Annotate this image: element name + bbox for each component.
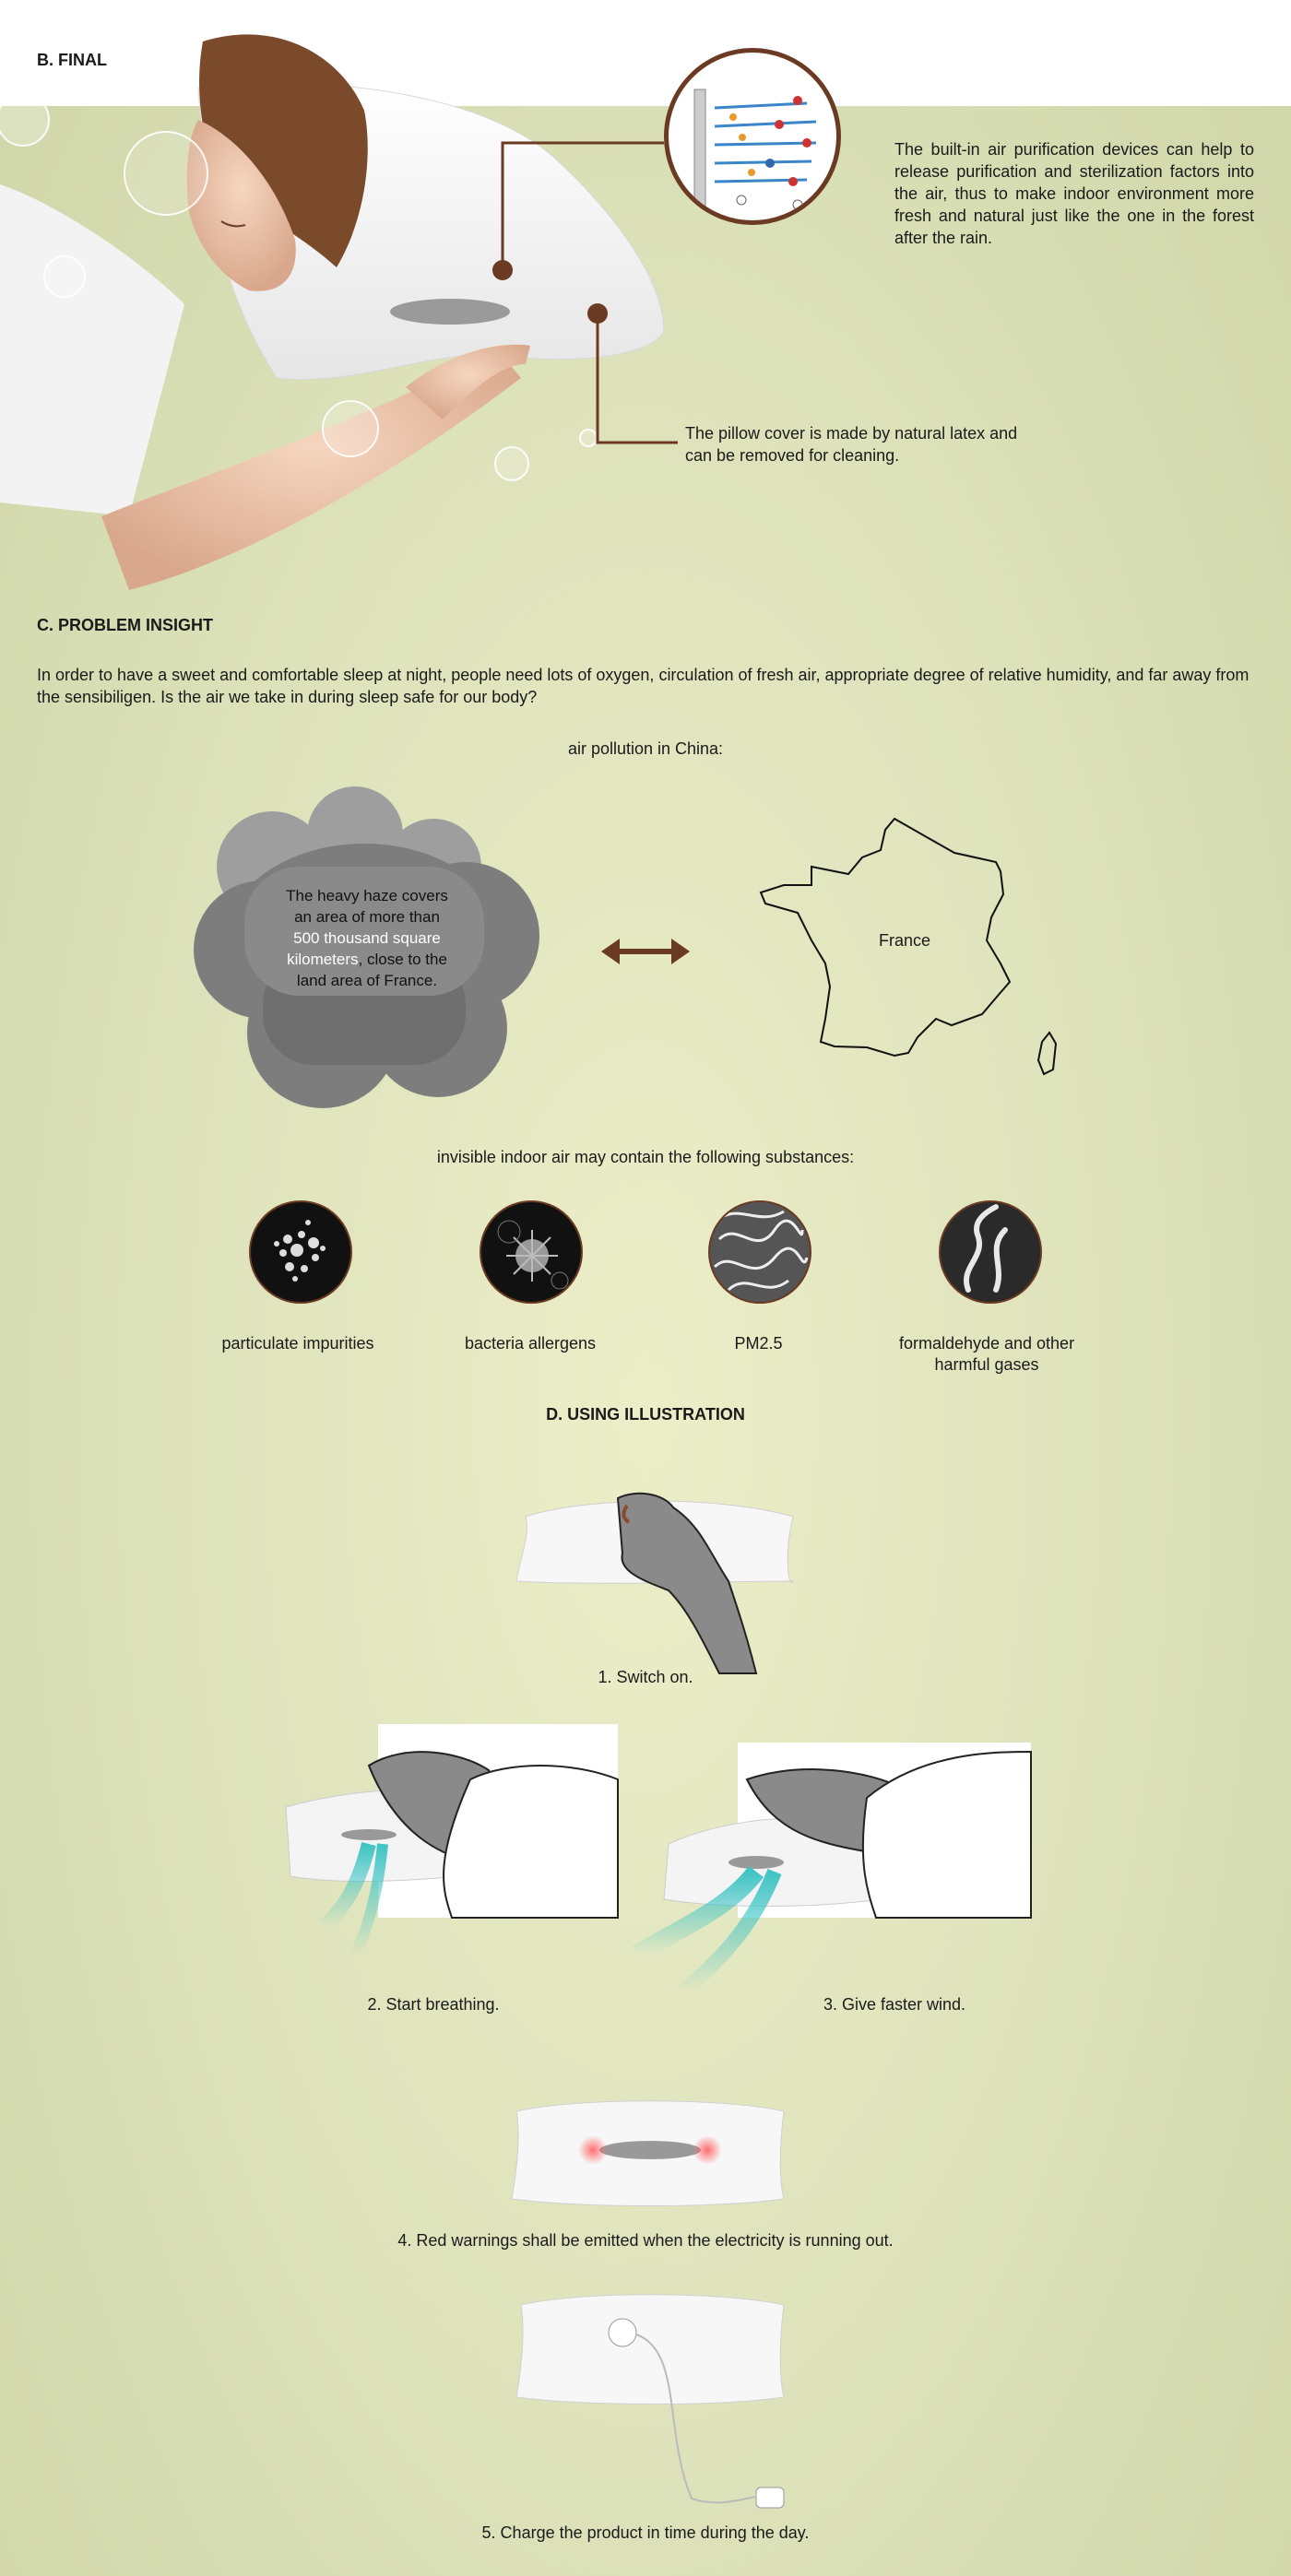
haze-highlight-2: kilometers — [287, 951, 359, 968]
cover-description: The pillow cover is made by natural latex and can be removed for cleaning. — [685, 424, 1018, 465]
substance-label-pm25: PM2.5 — [734, 1334, 783, 1353]
purification-description: The built-in air purification devices can help to release purification and sterilization factors into the air, thus to make indoor environment more fresh and natural just like the one in the forest after the rain. — [894, 140, 1254, 247]
substance-label-gas: formaldehyde and other harmful gases — [898, 1334, 1075, 1374]
substance-label-bacteria: bacteria allergens — [464, 1334, 597, 1353]
step-2-label: 2. Start breathing. — [367, 1995, 500, 2014]
step2-illustration — [267, 1724, 627, 2001]
section-title-problem: C. PROBLEM INSIGHT — [37, 616, 214, 634]
step-1-label: 1. Switch on. — [598, 1668, 693, 1686]
hero-illustration — [0, 0, 682, 599]
substance-label-particulate: particulate impurities — [221, 1334, 374, 1353]
purifier-detail-circle — [664, 48, 841, 225]
step3-illustration — [627, 1743, 1033, 2019]
substances-caption: invisible indoor air may contain the following substances: — [436, 1148, 855, 1166]
particulate-icon — [249, 1200, 352, 1304]
section-title-using: D. USING ILLUSTRATION — [546, 1405, 745, 1424]
france-label: France — [879, 931, 931, 950]
step-4-label: 4. Red warnings shall be emitted when the electricity is running out. — [397, 2231, 894, 2250]
compare-arrow-icon — [599, 933, 692, 970]
step5-illustration — [507, 2277, 802, 2526]
gas-icon — [939, 1200, 1042, 1304]
pillow-vent — [390, 299, 510, 325]
haze-text — [256, 885, 478, 991]
step4-illustration — [503, 2093, 798, 2213]
pm25-icon — [708, 1200, 811, 1304]
shirt — [0, 184, 184, 516]
haze-line-4: land area of France. — [296, 972, 438, 989]
problem-intro: In order to have a sweet and comfortable sleep at night, people need lots of oxygen, circulation of fresh air, appropriate degree of relative humidity, and far away from the sensibiligen. Is the air we take in during sleep safe for our body? — [37, 666, 1250, 706]
section-title-final: B. FINAL — [37, 51, 107, 69]
step1-illustration — [507, 1452, 802, 1683]
haze-line-1: The heavy haze covers — [286, 887, 448, 904]
haze-line-2: an area of more than — [294, 908, 440, 926]
step-3-label: 3. Give faster wind. — [823, 1995, 966, 2014]
bacteria-icon — [480, 1200, 583, 1304]
haze-highlight-1: 500 thousand square — [293, 929, 441, 947]
pollution-caption: air pollution in China: — [567, 739, 724, 758]
haze-line-3: , close to the — [358, 951, 447, 968]
purifier-diagram — [669, 53, 836, 220]
step-5-label: 5. Charge the product in time during the day. — [481, 2523, 810, 2542]
